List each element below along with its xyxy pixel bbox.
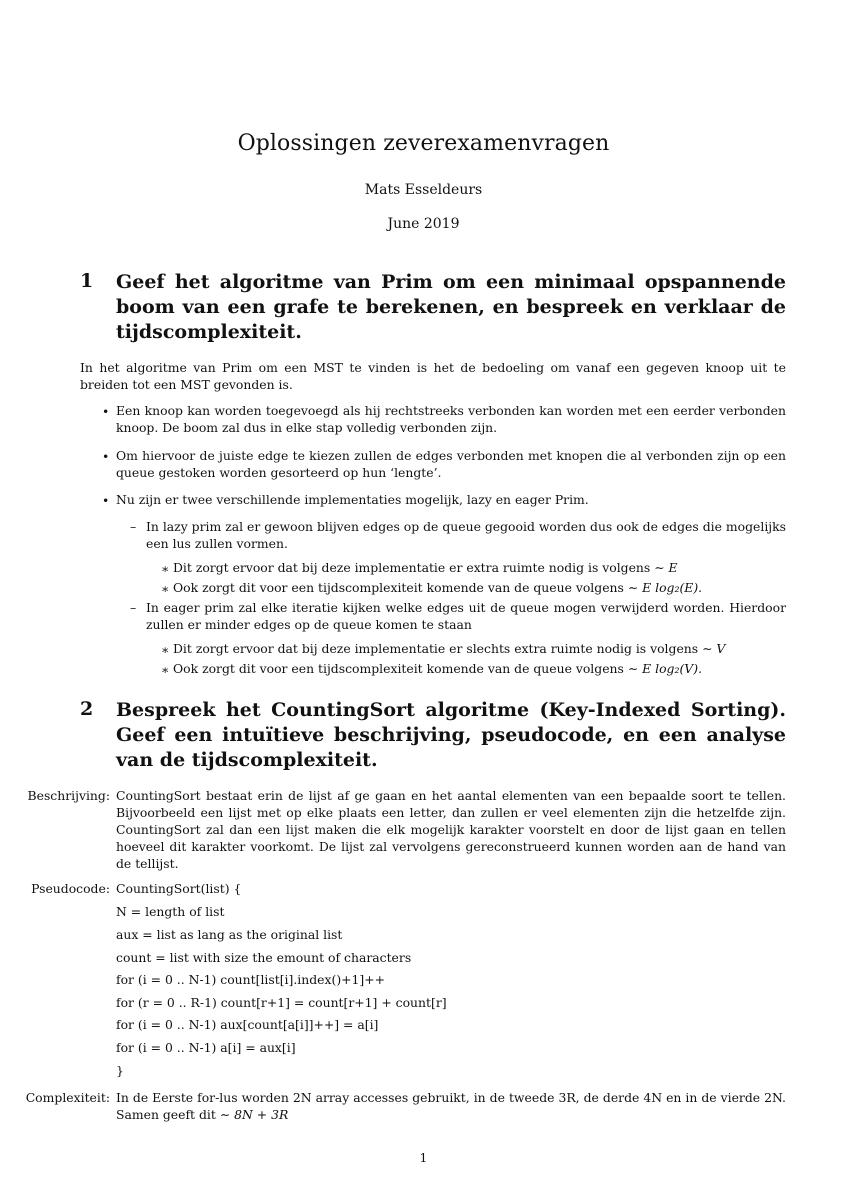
lazy-sub-1-text: Dit zorgt ervoor dat bij deze implementatie er extra ruimte nodig is volgens bbox=[173, 560, 651, 575]
dash-marker: – bbox=[130, 519, 137, 534]
author: Mats Esseldeurs bbox=[364, 182, 483, 198]
lazy-sub-2-math: ∼ E log₂(E). bbox=[627, 580, 703, 595]
beschrijving-text: CountingSort bestaat erin de lijst af ge gaan en het aantal elementen van een bepaalde soort te tellen. Bijvoorbeeld een lijst met op elke plaats een letter, dan zullen er veel elementen zijn die hetzelfde zijn. CountingSort zal dan een lijst maken die elk mogelijk karakter voorstelt en door de lijst gaan en tellen hoeveel dit karakter voorkomt. De lijst zal vervolgens gereconstrueerd kunnen worden aan de hand van de tellijst. bbox=[116, 788, 786, 871]
eager-sub-2-math: ∼ E log₂(V). bbox=[627, 661, 703, 676]
bullet-item-3: Nu zijn er twee verschillende implementaties mogelijk, lazy en eager Prim. bbox=[116, 492, 589, 507]
bullet-item-2: Om hiervoor de juiste edge te kiezen zullen de edges verbonden met knopen die al verbonden zijn op een queue gestoken worden gesorteerd op hun ‘lengte’. bbox=[116, 448, 786, 480]
complexiteit-math: ∼ 8N + 3R bbox=[219, 1107, 289, 1122]
pseudocode-line: aux = list as lang as the original list bbox=[116, 927, 343, 942]
asterisk-marker: ∗ bbox=[161, 642, 170, 657]
pseudocode-line: for (i = 0 .. N-1) count[list[i].index()+1]++ bbox=[116, 972, 386, 987]
pseudocode-label: Pseudocode: bbox=[31, 881, 110, 896]
asterisk-marker: ∗ bbox=[161, 662, 170, 677]
dash-marker: – bbox=[130, 600, 137, 615]
complexiteit-label: Complexiteit: bbox=[25, 1090, 110, 1105]
section-1-title: Geef het algoritme van Prim om een minimaal opspannende boom van een grafe te berekenen, en bespreek en verklaar de tijdscomplexiteit. bbox=[116, 271, 786, 343]
asterisk-marker: ∗ bbox=[161, 581, 170, 596]
document-title: Oplossingen zeverexamenvragen bbox=[237, 131, 610, 156]
bullet-marker: • bbox=[102, 449, 110, 464]
complexiteit-text bbox=[116, 1089, 786, 1123]
pseudocode-line: for (i = 0 .. N-1) a[i] = aux[i] bbox=[116, 1040, 296, 1055]
eager-sub-2-text: Ook zorgt dit voor een tijdscomplexiteit komende van de queue volgens bbox=[173, 661, 624, 676]
page-number: 1 bbox=[419, 1150, 428, 1165]
pseudocode-line: N = length of list bbox=[116, 904, 225, 919]
pseudocode-line: CountingSort(list) { bbox=[116, 881, 242, 896]
section-1-number: 1 bbox=[80, 270, 94, 292]
eager-sub-1-text: Dit zorgt ervoor dat bij deze implementatie er slechts extra ruimte nodig is volgens bbox=[173, 641, 699, 656]
lazy-sub-2-text: Ook zorgt dit voor een tijdscomplexiteit komende van de queue volgens bbox=[173, 580, 624, 595]
bullet-item-1: Een knoop kan worden toegevoegd als hij rechtstreeks verbonden kan worden met een eerder verbonden knoop. De boom zal dus in elke stap volledig verbonden zijn. bbox=[116, 403, 786, 435]
complexiteit-body: In de Eerste for-lus worden 2N array accesses gebruikt, in de tweede 3R, de derde 4N en in de vierde 2N. Samen geeft dit bbox=[116, 1090, 786, 1122]
bullet-marker: • bbox=[102, 404, 110, 419]
date: June 2019 bbox=[387, 216, 460, 232]
asterisk-marker: ∗ bbox=[161, 561, 170, 576]
section-2-number: 2 bbox=[80, 698, 94, 720]
eager-prim-item: In eager prim zal elke iteratie kijken welke edges uit de queue mogen verwijderd worden. Hierdoor zullen er minder edges op de queue komen te staan bbox=[146, 600, 786, 632]
beschrijving-label: Beschrijving: bbox=[27, 788, 110, 803]
bullet-marker: • bbox=[102, 493, 110, 508]
pseudocode-line: for (r = 0 .. R-1) count[r+1] = count[r+1] + count[r] bbox=[116, 995, 447, 1010]
lazy-sub-1-math: ∼ E bbox=[654, 560, 678, 575]
lazy-prim-item: In lazy prim zal er gewoon blijven edges op de queue gegooid worden dus ook de edges die mogelijks een lus zullen vormen. bbox=[146, 519, 786, 551]
pseudocode-line: count = list with size the emount of characters bbox=[116, 950, 412, 965]
eager-sub-1-math: ∼ V bbox=[702, 641, 726, 656]
section-1-intro: In het algoritme van Prim om een MST te vinden is het de bedoeling om vanaf een gegeven knoop uit te breiden tot een MST gevonden is. bbox=[80, 360, 786, 392]
section-2-title: Bespreek het CountingSort algoritme (Key-Indexed Sorting). Geef een intuïtieve beschrijving, pseudocode, en een analyse van de tijdscomplexiteit. bbox=[116, 699, 786, 771]
pseudocode-line: } bbox=[116, 1063, 124, 1078]
pseudocode-line: for (i = 0 .. N-1) aux[count[a[i]]++] = a[i] bbox=[116, 1017, 379, 1032]
